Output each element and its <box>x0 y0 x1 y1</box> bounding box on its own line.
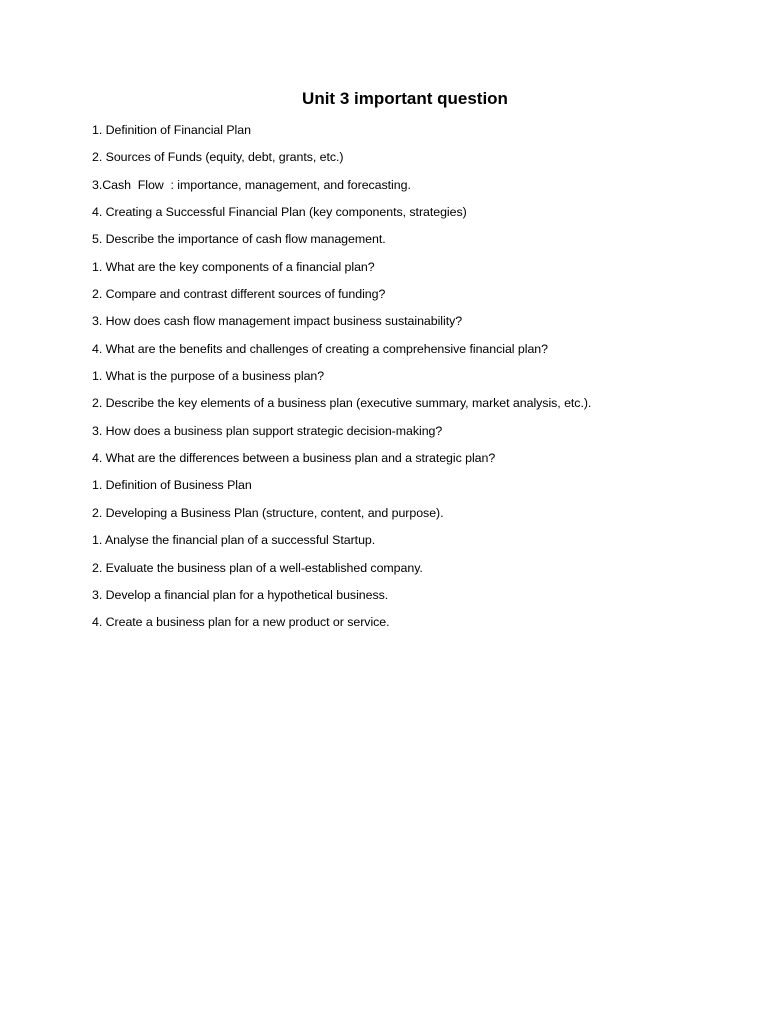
list-item: 1. Definition of Business Plan <box>92 478 252 493</box>
list-item: 4. Create a business plan for a new product or service. <box>92 615 390 630</box>
question-list <box>92 120 752 640</box>
list-item: 2. Evaluate the business plan of a well-established company. <box>92 560 423 575</box>
list-item: 3. How does cash flow management impact business sustainability? <box>92 314 463 329</box>
list-item: 4. What are the differences between a business plan and a strategic plan? <box>92 451 496 466</box>
list-item: 4. Creating a Successful Financial Plan (key components, strategies) <box>92 205 467 220</box>
list-item: 4. What are the benefits and challenges of creating a comprehensive financial plan? <box>92 341 548 356</box>
list-item: 3.Cash Flow : importance, management, and forecasting. <box>92 177 411 192</box>
page-title: Unit 3 important question <box>302 89 508 108</box>
list-item: 2. Describe the key elements of a business plan (executive summary, market analysis, etc.). <box>92 396 592 411</box>
list-item: 2. Sources of Funds (equity, debt, grants, etc.) <box>92 150 344 165</box>
list-item: 3. How does a business plan support strategic decision-making? <box>92 423 443 438</box>
list-item: 1. What is the purpose of a business plan? <box>92 369 325 384</box>
list-item: 3. Develop a financial plan for a hypothetical business. <box>92 587 389 602</box>
list-item: 1. What are the key components of a financial plan? <box>92 259 375 274</box>
list-item: 2. Compare and contrast different sources of funding? <box>92 287 386 302</box>
list-item: 2. Developing a Business Plan (structure, content, and purpose). <box>92 505 444 520</box>
list-item: 5. Describe the importance of cash flow management. <box>92 232 386 247</box>
list-item: 1. Definition of Financial Plan <box>92 123 251 137</box>
list-item: 1. Analyse the financial plan of a successful Startup. <box>92 533 376 548</box>
